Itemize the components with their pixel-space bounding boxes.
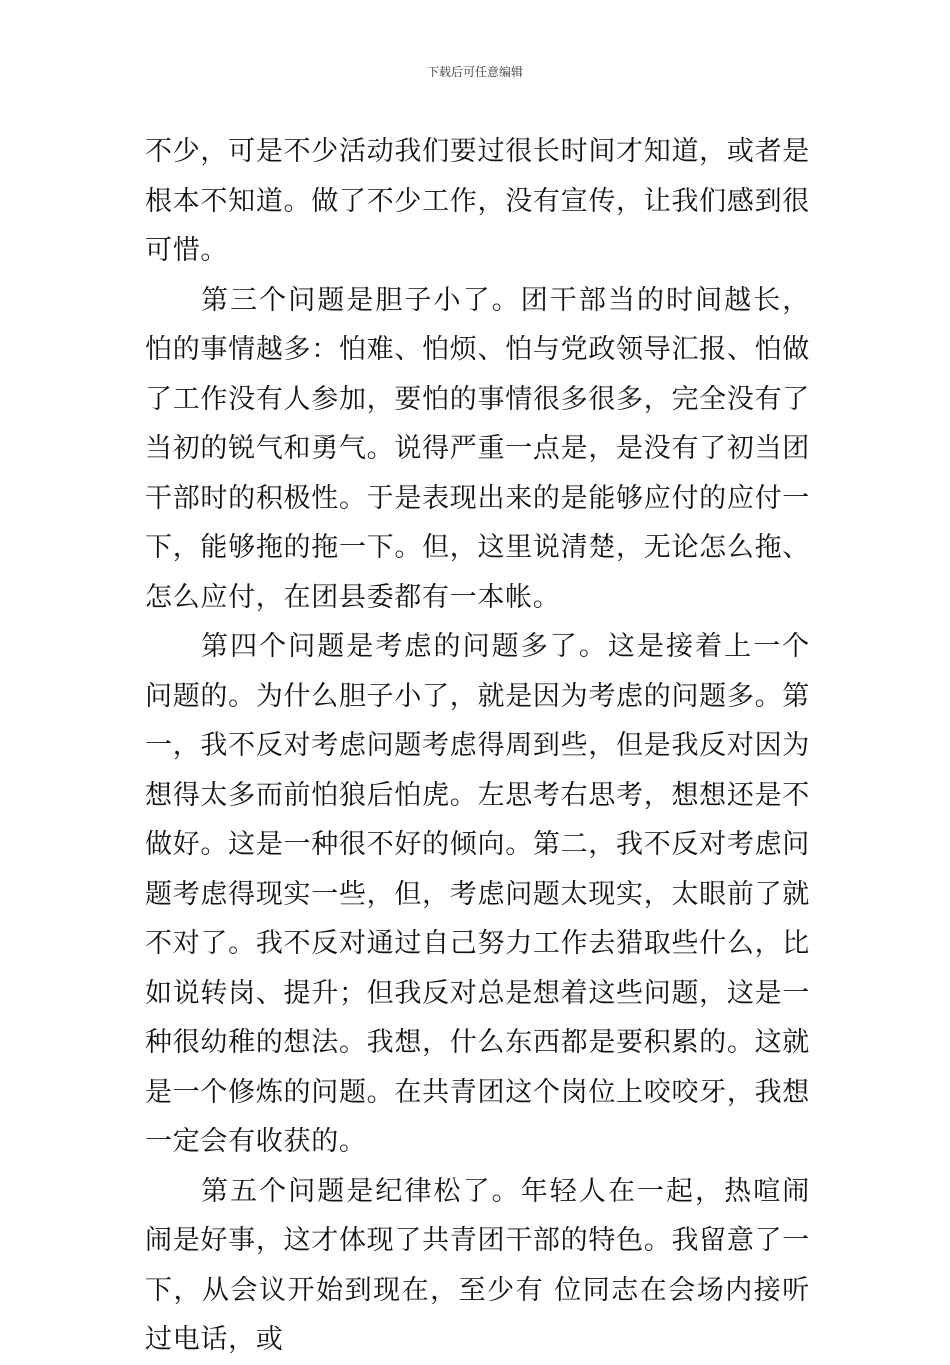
- page-header: 下载后可任意编辑: [426, 65, 523, 79]
- paragraph-2: 第三个问题是胆子小了。团干部当的时间越长，怕的事情越多：怕难、怕烦、怕与党政领导汇报、怕做了工作没有人参加，要怕的事情很多很多，完全没有了当初的锐气和勇气。说得严重一点是，是没有了初当团干部时的积极性。于是表现出来的是能够应付的应付一下，能够拖的拖一下。但，这里说清楚，无论怎么拖、怎么应付，在团县委都有一本帐。: [145, 284, 810, 613]
- paragraph-1: 不少，可是不少活动我们要过很长时间才知道，或者是根本不知道。做了不少工作，没有宣传，让我们感到很可惜。: [145, 136, 810, 266]
- paragraph-4: 第五个问题是纪律松了。年轻人在一起，热喧闹闹是好事，这才体现了共青团干部的特色。我留意了一下，从会议开始到现在，至少有 位同志在会场内接听过电话，或: [145, 1175, 810, 1355]
- paragraph-3: 第四个问题是考虑的问题多了。这是接着上一个问题的。为什么胆子小了，就是因为考虑的问题多。第一，我不反对考虑问题考虑得周到些，但是我反对因为想得太多而前怕狼后怕虎。左思考右思考，想想还是不做好。这是一种很不好的倾向。第二，我不反对考虑问题考虑得现实一些，但，考虑问题太现实，太眼前了就不对了。我不反对通过自己努力工作去猎取些什么，比如说转岗、提升；但我反对总是想着这些问题，这是一种很幼稚的想法。我想，什么东西都是要积累的。这就是一个修炼的问题。在共青团这个岗位上咬咬牙，我想一定会有收获的。: [145, 631, 810, 1157]
- document-body: [145, 127, 810, 1365]
